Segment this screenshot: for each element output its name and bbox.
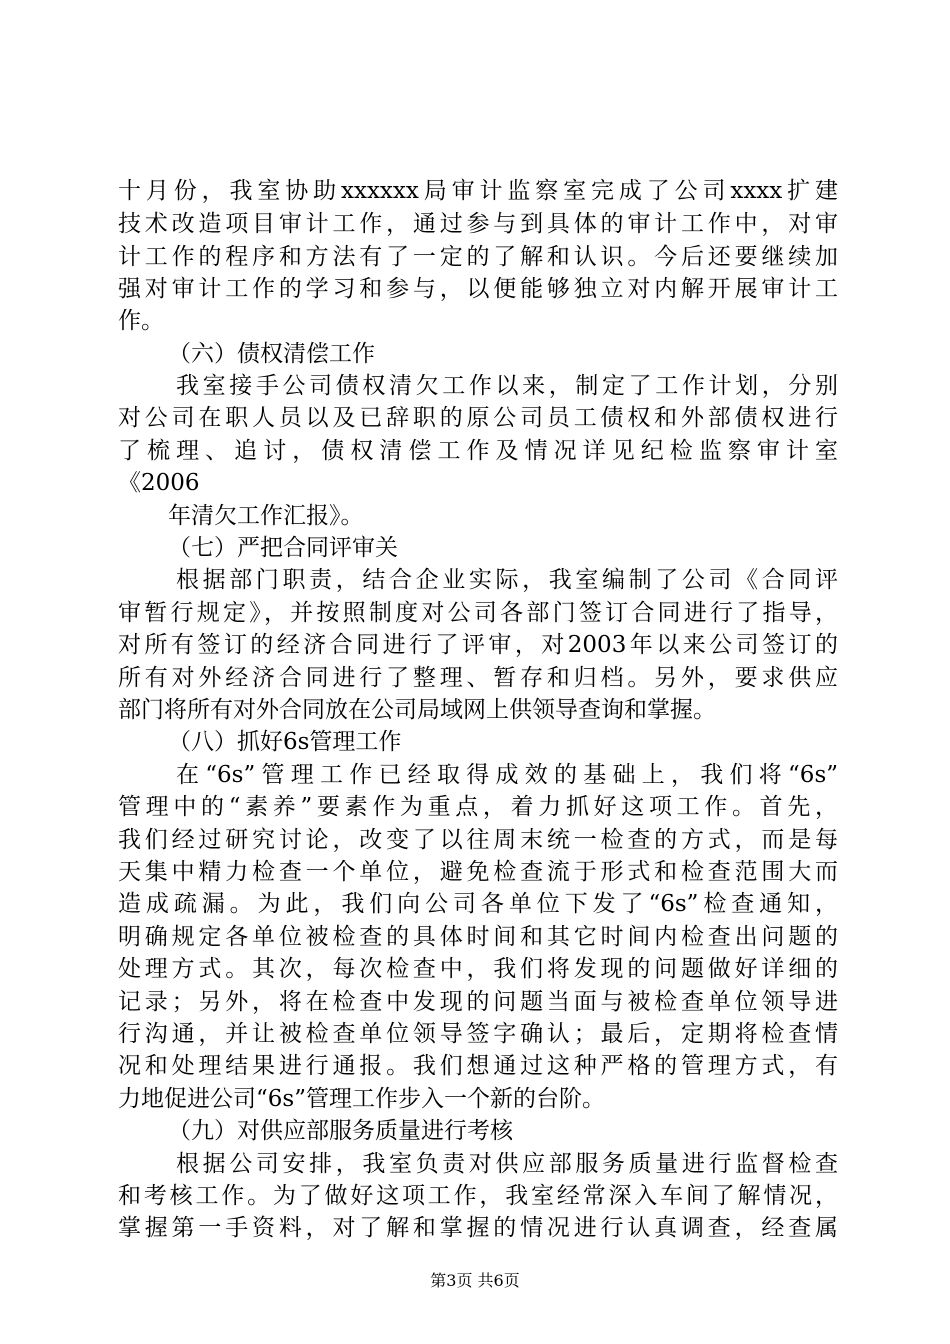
text-line: 天集中精力检查一个单位，避免检查流于形式和检查范围大而 [118, 859, 838, 885]
text-line: 了梳理、追讨，债权清偿工作及情况详见纪检监察审计室 [118, 438, 838, 464]
text-line: 和考核工作。为了做好这项工作，我室经常深入车间了解情况， [118, 1183, 838, 1209]
text-line: 在“6s”管理工作已经取得成效的基础上，我们将“6s” [176, 762, 838, 788]
text-line: 所有对外经济合同进行了整理、暂存和归档。另外，要求供应 [118, 665, 838, 691]
text-line: 十月份，我室协助xxxxxx局审计监察室完成了公司xxxx扩建 [118, 178, 838, 204]
text-line: 根据公司安排，我室负责对供应部服务质量进行监督检查 [176, 1151, 838, 1177]
text-line: 年清欠工作汇报》。 [168, 503, 364, 529]
section-heading: （六）债权清偿工作 [168, 341, 375, 367]
section-heading: （九）对供应部服务质量进行考核 [168, 1118, 513, 1144]
text-line: 根据部门职责，结合企业实际，我室编制了公司《合同评 [176, 567, 838, 593]
page-number-footer: 第3页 共6页 [430, 1271, 520, 1290]
text-line: 计工作的程序和方法有了一定的了解和认识。今后还要继续加 [118, 244, 838, 270]
text-line: 对公司在职人员以及已辞职的原公司员工债权和外部债权进行 [118, 405, 838, 431]
section-heading: （八）抓好6s管理工作 [168, 729, 402, 755]
text-line: 管理中的“素养”要素作为重点，着力抓好这项工作。首先， [118, 794, 838, 820]
text-line: 掌握第一手资料，对了解和掌握的情况进行认真调查，经查属 [118, 1215, 838, 1241]
text-line: 处理方式。其次，每次检查中，我们将发现的问题做好详细的 [118, 956, 838, 982]
text-line: 力地促进公司“6s”管理工作步入一个新的台阶。 [118, 1086, 605, 1112]
text-line: 技术改造项目审计工作，通过参与到具体的审计工作中，对审 [118, 211, 838, 237]
text-line: 我室接手公司债权清欠工作以来，制定了工作计划，分别 [176, 373, 838, 399]
text-line: 强对审计工作的学习和参与，以便能够独立对内解开展审计工 [118, 276, 838, 302]
text-line: 造成疏漏。为此，我们向公司各单位下发了“6s”检查通知， [118, 891, 838, 917]
text-line: 明确规定各单位被检查的具体时间和其它时间内检查出问题的 [118, 924, 838, 950]
text-line: 我们经过研究讨论，改变了以往周末统一检查的方式，而是每 [118, 827, 838, 853]
text-line: 况和处理结果进行通报。我们想通过这种严格的管理方式，有 [118, 1053, 838, 1079]
text-line: 部门将所有对外合同放在公司局域网上供领导查询和掌握。 [118, 697, 716, 723]
text-line: 行沟通，并让被检查单位领导签字确认；最后，定期将检查情 [118, 1021, 838, 1047]
text-line: 《2006 [118, 470, 200, 496]
text-line: 记录；另外，将在检查中发现的问题当面与被检查单位领导进 [118, 989, 838, 1015]
text-line: 审暂行规定》，并按照制度对公司各部门签订合同进行了指导， [118, 600, 838, 626]
text-line: 作。 [118, 308, 164, 334]
section-heading: （七）严把合同评审关 [168, 535, 398, 561]
text-line: 对所有签订的经济合同进行了评审，对2003年以来公司签订的 [118, 632, 838, 658]
